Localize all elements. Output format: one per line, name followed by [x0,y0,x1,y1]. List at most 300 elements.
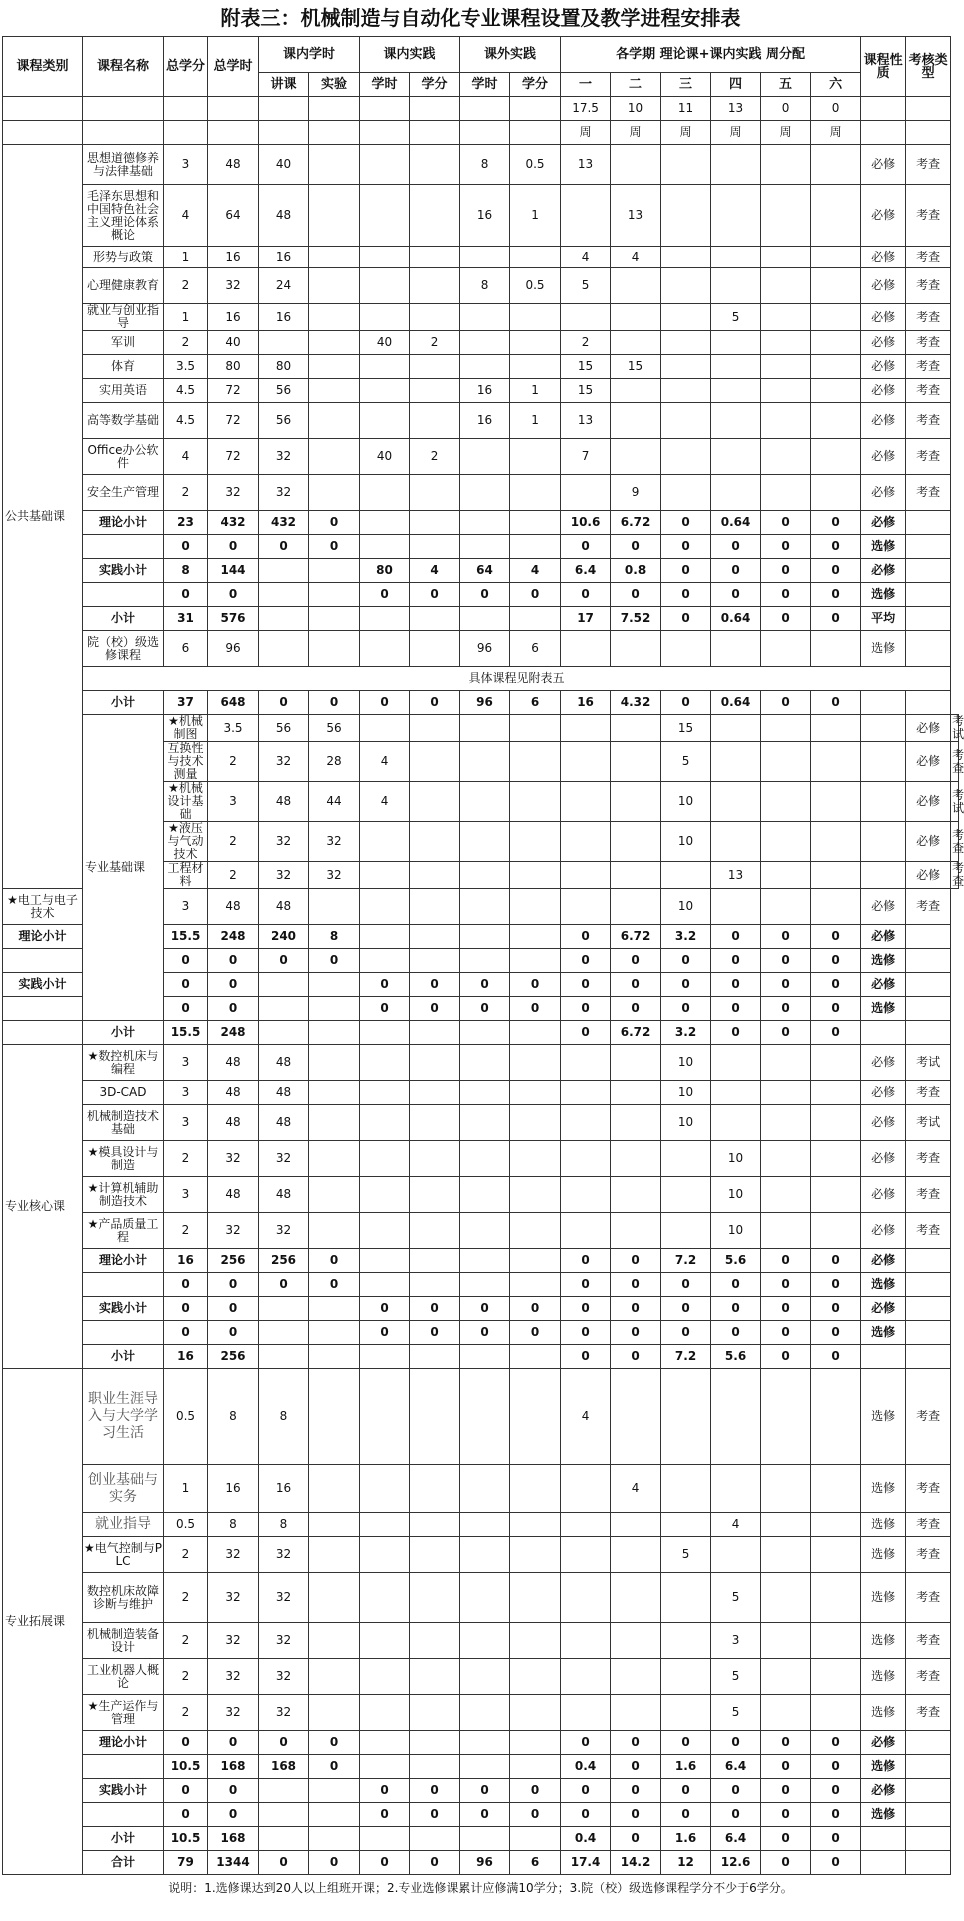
table-cell [410,1623,460,1659]
table-cell [410,822,460,862]
table-cell: 0 [661,1731,711,1755]
table-cell [561,782,611,822]
table-cell [360,268,410,304]
table-cell: 0 [811,1827,861,1851]
table-cell [360,862,410,889]
table-cell [611,862,661,889]
table-cell: 0.5 [510,268,561,304]
table-cell [761,1573,811,1623]
table-row [3,1537,959,1573]
table-cell [410,1369,460,1465]
table-row [3,185,959,247]
table-cell: 56 [259,403,309,439]
table-row [3,607,959,631]
table-cell: 选修 [861,1513,906,1537]
table-cell [661,379,711,403]
table-cell: 0 [661,1321,711,1345]
table-cell [906,559,951,583]
table-cell [761,889,811,925]
table-cell: 10 [661,889,711,925]
table-cell [510,1573,561,1623]
table-cell: 6.4 [711,1827,761,1851]
table-cell [711,403,761,439]
table-cell: 10.5 [164,1827,208,1851]
course-name-cell [3,997,83,1021]
table-cell: 考查 [906,185,951,247]
table-cell [561,1465,611,1513]
table-cell: 48 [259,185,309,247]
table-cell [811,1513,861,1537]
table-cell: 必修 [861,511,906,535]
table-cell: 考查 [906,1513,951,1537]
table-cell [309,145,360,185]
table-cell [309,1779,360,1803]
table-cell: 16 [164,1249,208,1273]
table-cell: 考查 [906,1213,951,1249]
table-cell [561,304,611,331]
table-cell: 48 [208,1105,259,1141]
category-cell [3,1021,83,1045]
table-row [3,403,959,439]
table-cell [259,1803,309,1827]
table-cell: 2 [164,1573,208,1623]
table-cell: 0 [761,1249,811,1273]
table-cell [661,268,711,304]
course-name-cell: 毛泽东思想和中国特色社会主义理论体系概论 [83,185,164,247]
table-cell: 选修 [861,1659,906,1695]
course-name-cell: 小计 [83,607,164,631]
table-cell: 4 [360,782,410,822]
table-cell: 31 [164,607,208,631]
table-cell [906,631,951,667]
table-cell: 考查 [906,355,951,379]
course-name-cell: ★数控机床与编程 [83,1045,164,1081]
table-cell [611,379,661,403]
header-cell: 总学时 [208,37,259,97]
table-cell: 0 [561,997,611,1021]
table-cell: 16 [259,1465,309,1513]
table-cell: 8 [259,1513,309,1537]
course-name-cell: 思想道德修养与法律基础 [83,145,164,185]
table-cell [861,715,906,742]
table-cell [510,331,561,355]
table-cell: 12 [661,1851,711,1875]
table-cell [460,862,510,889]
table-cell: 256 [208,1345,259,1369]
course-name-cell [83,1803,164,1827]
table-cell [309,1369,360,1465]
table-row [3,1249,959,1273]
table-cell: 0 [611,949,661,973]
table-cell [309,355,360,379]
table-row [3,145,959,185]
table-cell: 0 [611,1297,661,1321]
course-name-cell: 机械制造装备设计 [83,1623,164,1659]
table-cell [510,1827,561,1851]
table-cell [561,822,611,862]
table-cell: 2 [208,742,259,782]
table-cell: 576 [208,607,259,631]
table-cell [259,1297,309,1321]
table-cell [561,1045,611,1081]
table-cell [309,889,360,925]
table-cell [259,583,309,607]
table-cell: 32 [208,1659,259,1695]
table-cell [761,742,811,782]
table-cell [309,607,360,631]
table-cell [661,403,711,439]
table-cell: 0 [711,1273,761,1297]
table-cell [460,1105,510,1141]
table-cell: 必修 [861,185,906,247]
table-cell: 0 [259,1273,309,1297]
table-cell: 48 [259,1105,309,1141]
table-cell: 0.5 [164,1513,208,1537]
table-cell [410,185,460,247]
table-cell [460,742,510,782]
table-cell [460,1465,510,1513]
table-cell: 6.72 [611,511,661,535]
table-cell [711,475,761,511]
table-cell: 16 [164,1345,208,1369]
table-cell [861,691,906,715]
table-cell: 必修 [861,1141,906,1177]
table-cell: 0 [811,1273,861,1297]
table-cell [460,475,510,511]
table-cell: 0 [360,1803,410,1827]
table-cell: 0 [360,973,410,997]
table-cell [360,1141,410,1177]
table-cell [410,1105,460,1141]
table-cell: 0 [164,949,208,973]
table-cell: 考试 [952,714,964,741]
table-cell [309,1513,360,1537]
table-cell: 16 [208,304,259,331]
table-cell [510,1141,561,1177]
course-name-cell: 理论小计 [3,925,83,949]
table-cell: 48 [259,782,309,822]
table-cell [259,559,309,583]
table-cell: 0 [761,583,811,607]
table-cell [410,1731,460,1755]
table-cell [259,331,309,355]
table-cell [811,1141,861,1177]
table-cell [906,1851,951,1875]
table-row [3,1081,959,1105]
table-cell: 0 [811,925,861,949]
course-name-cell: 创业基础与实务 [83,1465,164,1513]
table-cell [460,1695,510,1731]
weeks-cell: 13 [711,97,761,121]
course-name-cell: 体育 [83,355,164,379]
table-cell [761,1659,811,1695]
table-row [3,715,959,742]
table-cell [460,1369,510,1465]
table-cell: 8 [309,925,360,949]
table-cell: 37 [164,691,208,715]
table-cell [510,1369,561,1465]
table-cell: 0 [259,949,309,973]
course-name-cell: 工业机器人概论 [83,1659,164,1695]
table-cell [661,1513,711,1537]
table-cell [410,1537,460,1573]
table-cell: 13 [611,185,661,247]
table-cell: 17 [561,607,611,631]
table-cell [811,185,861,247]
table-cell: 0 [208,1731,259,1755]
table-cell: 240 [259,925,309,949]
table-cell [410,742,460,782]
table-cell: 5 [711,1659,761,1695]
table-cell: 0 [711,1321,761,1345]
table-cell [861,1851,906,1875]
table-cell [309,1465,360,1513]
table-cell: 0 [811,1297,861,1321]
course-name-cell: ★机械设计基础 [164,782,208,822]
table-cell: 考查 [906,1081,951,1105]
table-cell: 80 [360,559,410,583]
table-cell: 0 [811,997,861,1021]
table-cell: 64 [208,185,259,247]
table-cell: 0 [661,559,711,583]
table-cell: 32 [309,862,360,889]
table-cell [309,1537,360,1573]
week-unit-cell: 周 [811,121,861,145]
table-cell: 32 [259,822,309,862]
table-cell: 0 [309,1273,360,1297]
table-cell [561,742,611,782]
table-cell [761,822,811,862]
table-cell: 0 [611,1321,661,1345]
table-cell [761,1513,811,1537]
table-cell [906,1755,951,1779]
table-cell [309,631,360,667]
table-cell: 0 [811,949,861,973]
table-cell [510,355,561,379]
table-cell [811,1659,861,1695]
table-cell [611,782,661,822]
table-cell: 0 [309,1249,360,1273]
table-cell: 0 [510,1321,561,1345]
table-cell [761,1695,811,1731]
course-name-cell: 安全生产管理 [83,475,164,511]
table-cell: 0 [460,973,510,997]
table-cell [510,715,561,742]
table-cell: 32 [309,822,360,862]
table-cell: 3.2 [661,1021,711,1045]
table-cell: 0 [761,511,811,535]
table-cell [811,862,861,889]
course-name-cell: 合计 [83,1851,164,1875]
table-cell [460,511,510,535]
table-cell: 32 [208,1537,259,1573]
table-cell [811,475,861,511]
table-cell [761,355,811,379]
table-row [3,1779,959,1803]
table-cell: 0 [561,1779,611,1803]
table-cell: 32 [259,862,309,889]
table-row [3,1623,959,1659]
table-cell [410,1141,460,1177]
table-cell [611,1141,661,1177]
table-cell: 0 [811,559,861,583]
table-cell [510,607,561,631]
header-cell: 各学期 理论课+课内实践 周分配 [561,37,861,73]
table-cell [360,145,410,185]
table-cell: 0 [661,973,711,997]
table-cell: 必修 [861,145,906,185]
table-cell [360,1513,410,1537]
table-cell [309,304,360,331]
table-cell: 0 [811,1249,861,1273]
table-cell: 0 [611,1273,661,1297]
table-cell: 5 [711,304,761,331]
table-cell: 0 [208,949,259,973]
table-cell: 56 [309,715,360,742]
table-cell [661,1213,711,1249]
table-cell: 3 [164,1177,208,1213]
table-cell [811,355,861,379]
table-cell: 0 [811,607,861,631]
table-cell: 0 [761,607,811,631]
table-cell: 40 [360,439,410,475]
table-cell: 9 [611,475,661,511]
header-cell: 课外实践 [460,37,561,73]
table-cell [460,822,510,862]
table-cell: 14.2 [611,1851,661,1875]
table-cell: 0.64 [711,691,761,715]
table-cell [510,1213,561,1249]
table-cell: 248 [208,925,259,949]
course-name-cell: ★电工与电子技术 [3,889,83,925]
table-cell [360,247,410,268]
table-cell [460,607,510,631]
table-cell [410,862,460,889]
table-cell: 0 [510,1297,561,1321]
table-cell: 0 [611,1345,661,1369]
table-cell: 0 [811,535,861,559]
table-cell [360,304,410,331]
table-cell: 0 [510,973,561,997]
table-cell: 8 [208,1513,259,1537]
table-cell: 选修 [861,1321,906,1345]
table-cell [811,439,861,475]
table-cell [510,1177,561,1213]
table-cell [811,782,861,822]
table-cell [561,889,611,925]
table-cell: 必修 [861,1177,906,1213]
table-cell: 56 [259,379,309,403]
course-name-cell: 职业生涯导入与大学学习生活 [83,1369,164,1465]
table-cell [410,1695,460,1731]
weeks-cell: 17.5 [561,97,611,121]
table-cell [410,403,460,439]
table-cell [761,379,811,403]
table-cell [460,1177,510,1213]
subheader-cell: 六 [811,73,861,97]
table-cell [906,1273,951,1297]
table-cell [811,1105,861,1141]
table-cell: 平均 [861,607,906,631]
table-cell [510,742,561,782]
table-cell: 0 [561,1021,611,1045]
table-cell [761,475,811,511]
table-cell [711,782,761,822]
course-name-cell: 机械制造技术基础 [83,1105,164,1141]
table-cell: 0 [611,1803,661,1827]
table-cell [761,304,811,331]
table-cell: 48 [208,1045,259,1081]
table-cell: 0 [460,997,510,1021]
table-cell [661,185,711,247]
table-cell [611,145,661,185]
table-cell: 1.6 [661,1827,711,1851]
table-cell [711,1081,761,1105]
table-cell [906,1779,951,1803]
table-cell [460,535,510,559]
table-cell [561,1213,611,1249]
table-cell: 0 [611,997,661,1021]
table-cell: 0 [611,1249,661,1273]
table-cell [360,889,410,925]
table-cell [661,1623,711,1659]
table-cell [360,1695,410,1731]
table-cell [510,1045,561,1081]
table-cell: 考查 [906,331,951,355]
table-cell: 15.5 [164,925,208,949]
table-cell [561,1177,611,1213]
table-cell: 6.4 [711,1755,761,1779]
table-cell: 0 [761,1297,811,1321]
subheader-cell: 学时 [360,73,410,97]
table-cell: 2 [164,1213,208,1249]
course-name-cell [83,583,164,607]
table-cell [460,1345,510,1369]
table-cell: 0 [410,1851,460,1875]
table-cell: 8 [208,1369,259,1465]
course-name-cell: 小计 [83,1345,164,1369]
table-cell [906,949,951,973]
table-cell [360,1213,410,1249]
table-cell: 0 [208,1779,259,1803]
table-cell [611,1695,661,1731]
table-cell [410,1345,460,1369]
table-cell: 0 [761,973,811,997]
table-cell [410,1659,460,1695]
table-cell: 必修 [906,822,951,862]
table-cell [811,715,861,742]
table-cell: 5 [661,1537,711,1573]
table-cell [410,949,460,973]
table-cell [711,439,761,475]
table-cell: 0 [561,1321,611,1345]
table-cell [360,1273,410,1297]
course-name-cell: 实用英语 [83,379,164,403]
table-cell: 0 [561,583,611,607]
table-cell: 40 [208,331,259,355]
table-cell [410,1213,460,1249]
table-cell [661,1141,711,1177]
table-cell [711,1105,761,1141]
table-cell [460,889,510,925]
table-cell [661,145,711,185]
table-cell: 23 [164,511,208,535]
table-cell [510,304,561,331]
table-cell [410,1045,460,1081]
table-cell: 选修 [861,1273,906,1297]
table-cell [906,1297,951,1321]
table-cell: 考查 [906,889,951,925]
